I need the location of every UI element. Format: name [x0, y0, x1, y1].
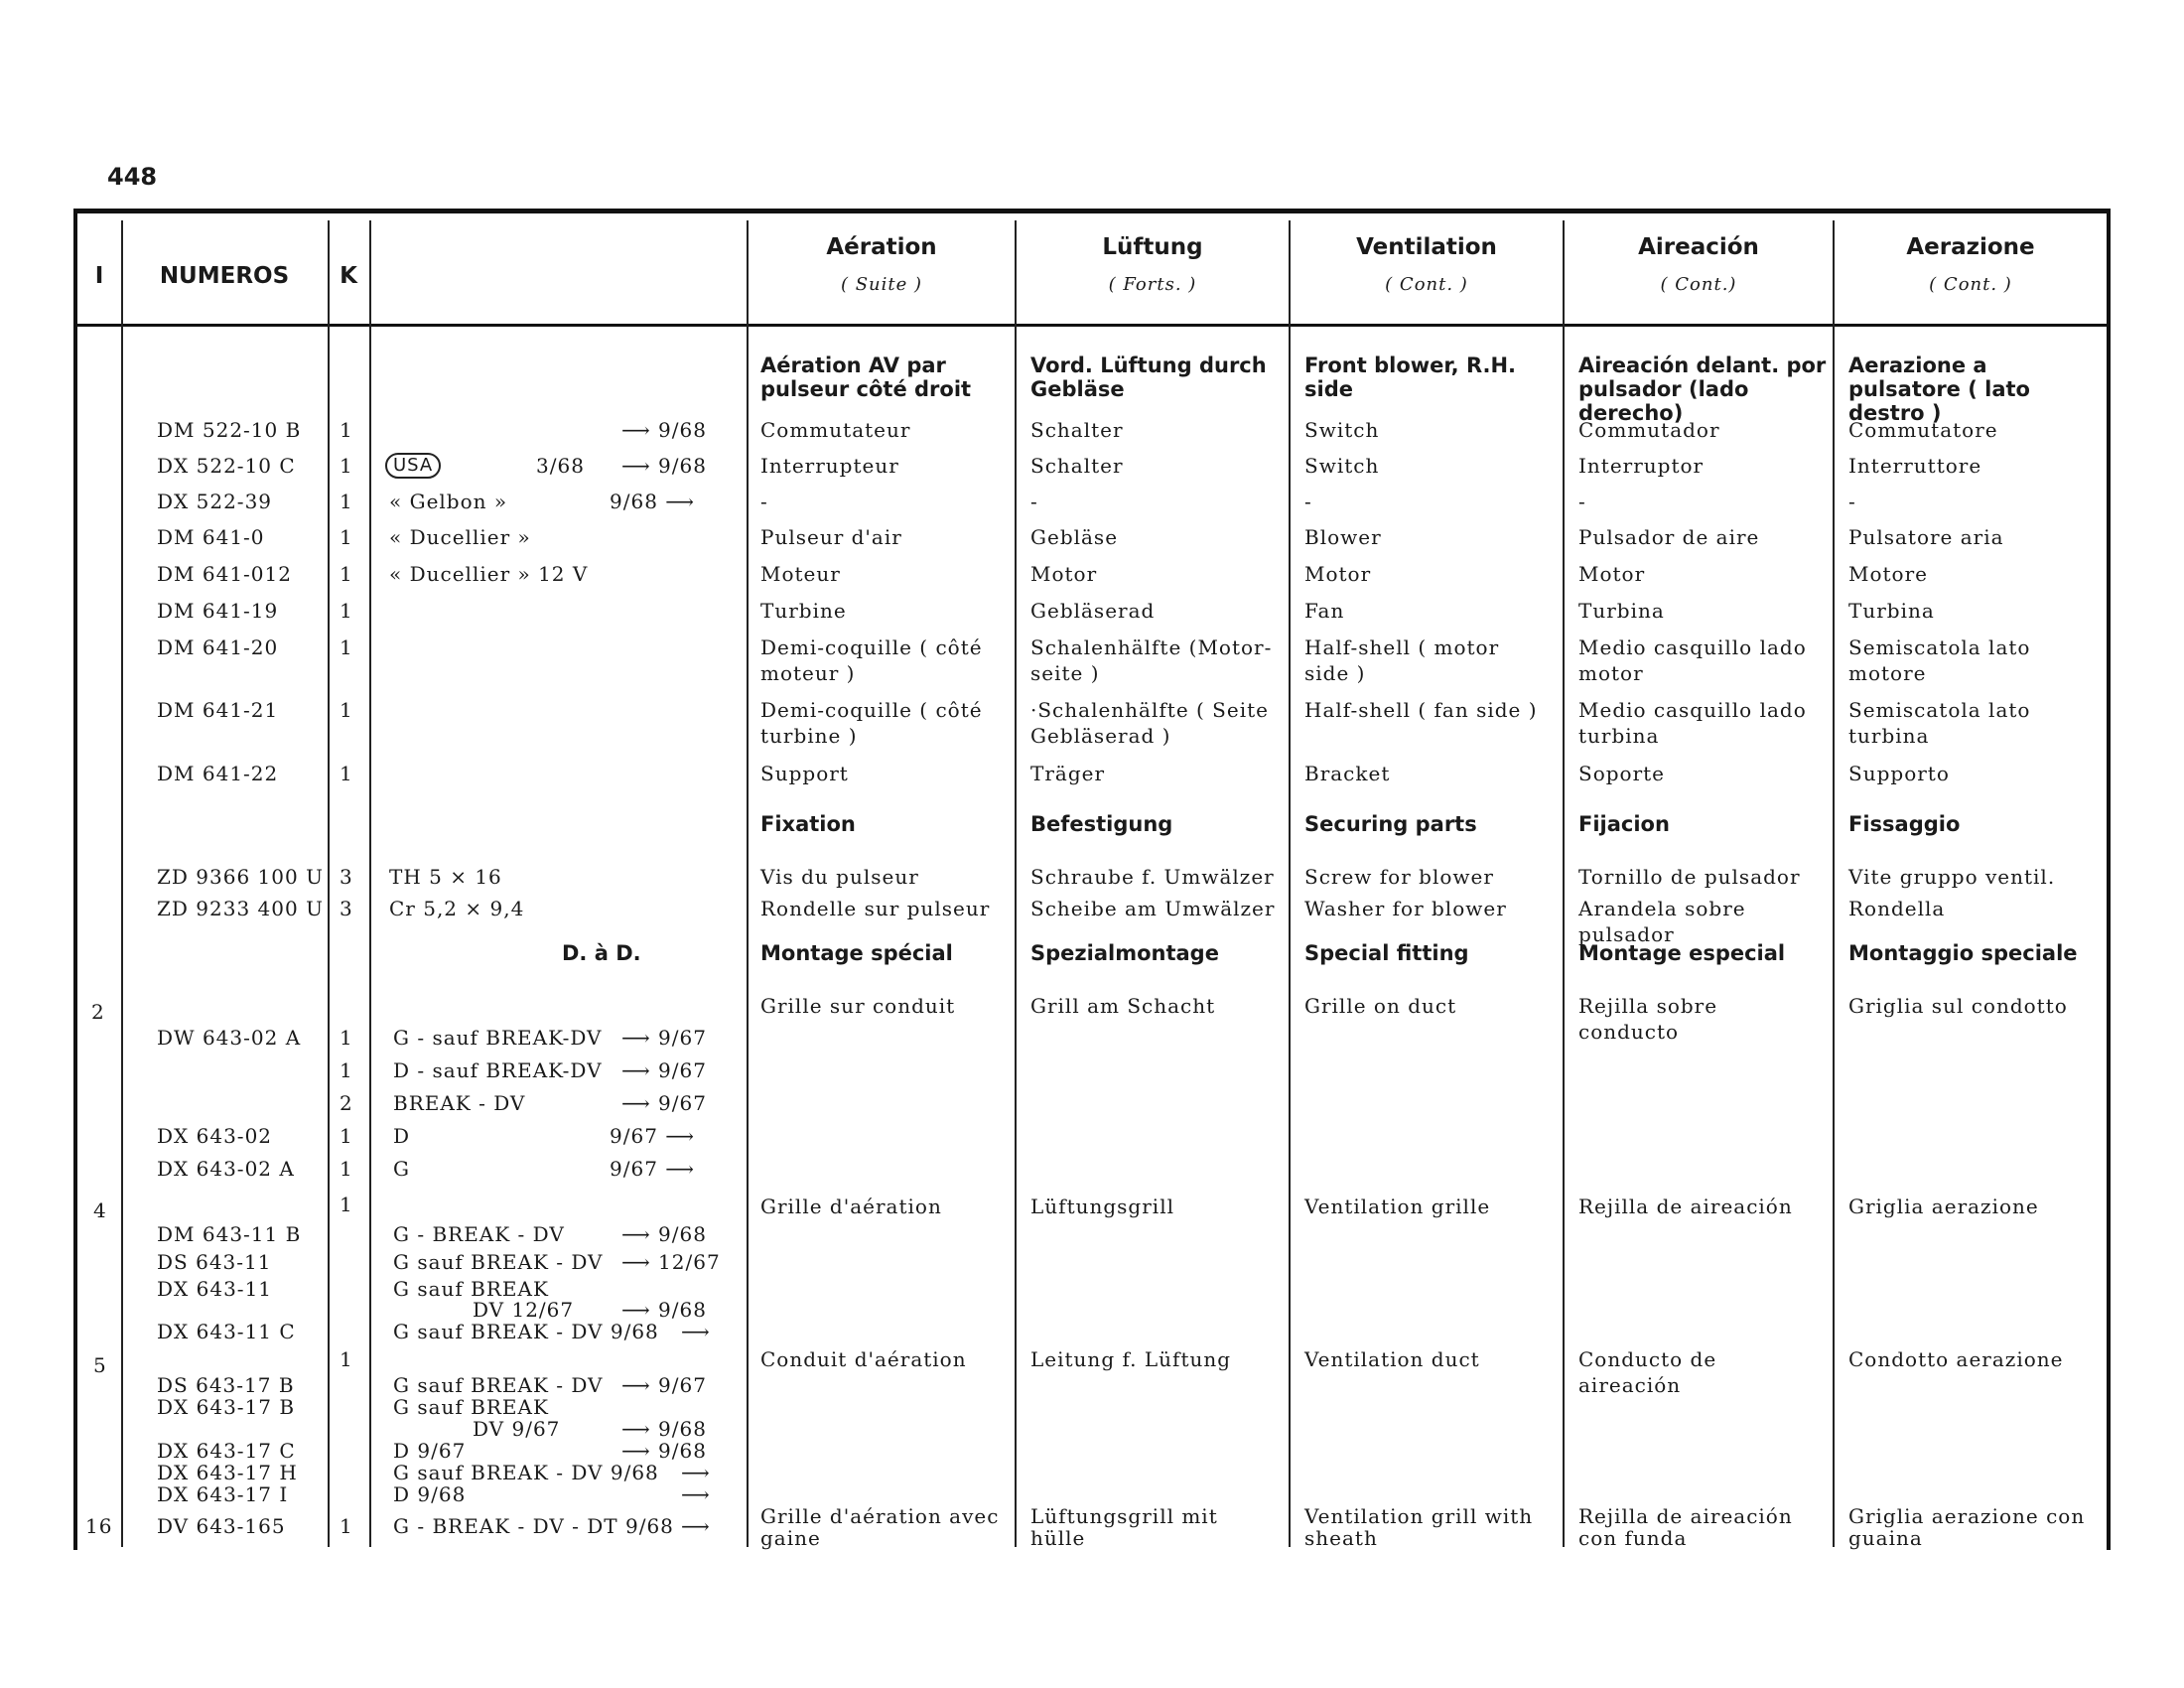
header-lang-sub: ( Cont. )	[1929, 274, 2012, 295]
part-number: DX 643-11	[157, 1277, 273, 1301]
quantity: 1	[340, 1514, 353, 1538]
translation: Ventilation grill with sheath	[1304, 1504, 1534, 1550]
part-number: ZD 9233 400 U	[157, 897, 324, 920]
part-number: DX 522-10 C	[157, 454, 296, 478]
date-range: 9/68 ⟶	[610, 490, 695, 513]
section-heading: Fixation	[760, 812, 856, 836]
part-number: DM 641-19	[157, 599, 279, 623]
header-lang-1	[1017, 234, 1289, 295]
section-heading: Special fitting	[1304, 941, 1469, 965]
translation: Turbina	[1578, 599, 1665, 623]
header-lang-title: Aération	[826, 234, 937, 260]
header-col-numeros: NUMEROS	[159, 263, 290, 289]
part-number: DM 641-20	[157, 635, 279, 659]
quantity: 1	[340, 762, 353, 785]
translation: Tornillo de pulsador	[1578, 865, 1801, 889]
translation: Soporte	[1578, 762, 1666, 785]
translation: Schalter	[1030, 454, 1124, 478]
quantity: 1	[340, 698, 353, 722]
translation: Motore	[1848, 562, 1928, 586]
translation: Rondelle sur pulseur	[760, 897, 991, 920]
date-range: 9/67 ⟶	[610, 1124, 695, 1148]
translation: Demi-coquille ( côté moteur )	[760, 635, 983, 685]
translation: Vis du pulseur	[760, 865, 919, 889]
quantity: 1	[340, 1157, 353, 1181]
quantity: 2	[340, 1091, 353, 1115]
translation: Conducto de aireación	[1578, 1347, 1717, 1397]
quantity: 1	[340, 1347, 353, 1371]
header-lang-sub: ( Suite )	[840, 274, 923, 295]
section-heading: Montage spécial	[760, 941, 953, 965]
translation: Switch	[1304, 418, 1380, 442]
translation: -	[1304, 490, 1312, 513]
translation: Pulseur d'air	[760, 525, 902, 549]
date-range: ⟶ 9/67	[621, 1373, 707, 1397]
note: G sauf BREAK - DV 9/68	[393, 1461, 659, 1484]
translation: Rejilla de aireación	[1578, 1195, 1793, 1218]
part-number: DS 643-17 B	[157, 1373, 295, 1397]
translation: Interrupteur	[760, 454, 899, 478]
note: DV 9/67	[473, 1417, 561, 1441]
quantity: 1	[340, 1026, 353, 1050]
translation: Griglia sul condotto	[1848, 994, 2068, 1018]
translation: Motor	[1304, 562, 1372, 586]
header-lang-sub: ( Cont.)	[1660, 274, 1737, 295]
quantity: 1	[340, 562, 353, 586]
translation: Grille d'aération	[760, 1195, 942, 1218]
date-range: ⟶ 9/67	[621, 1058, 707, 1082]
note: G - BREAK - DV - DT 9/68	[393, 1514, 674, 1538]
translation: Washer for blower	[1304, 897, 1507, 920]
translation: Supporto	[1848, 762, 1950, 785]
translation: Leitung f. Lüftung	[1030, 1347, 1232, 1371]
translation: Semiscatola lato turbina	[1848, 698, 2031, 748]
translation: Grille on duct	[1304, 994, 1457, 1018]
translation: -	[760, 490, 768, 513]
page-number: 448	[107, 163, 158, 191]
section-note: D. à D.	[562, 941, 641, 965]
index-number: 5	[93, 1353, 107, 1377]
translation: Schalenhälfte (Motor-seite )	[1030, 635, 1273, 685]
date-range: ⟶ 9/68	[621, 1222, 707, 1246]
translation: Semiscatola lato motore	[1848, 635, 2031, 685]
note: G - BREAK - DV	[393, 1222, 565, 1246]
section-heading: Aireación delant. por pulsador (lado derecho)	[1578, 353, 1827, 425]
note: 3/68	[536, 454, 585, 478]
translation: Interruttore	[1848, 454, 1982, 478]
part-number: DX 643-11 C	[157, 1320, 296, 1343]
header-lang-sub: ( Forts. )	[1108, 274, 1197, 295]
translation: Griglia aerazione con guaina	[1848, 1504, 2086, 1550]
translation: Support	[760, 762, 849, 785]
translation: Lüftungsgrill	[1030, 1195, 1174, 1218]
header-col-i: I	[94, 263, 104, 289]
date-range: ⟶ 9/68	[621, 1417, 707, 1441]
quantity: 1	[340, 1124, 353, 1148]
translation: Commutatore	[1848, 418, 1998, 442]
section-heading: Fijacion	[1578, 812, 1670, 836]
part-number: DM 641-012	[157, 562, 292, 586]
quantity: 1	[340, 418, 353, 442]
translation: Medio casquillo lado motor	[1578, 635, 1807, 685]
quantity: 1	[340, 454, 353, 478]
translation: Demi-coquille ( côté turbine )	[760, 698, 983, 748]
translation: Blower	[1304, 525, 1382, 549]
section-heading: Vord. Lüftung durch Gebläse	[1030, 353, 1267, 401]
part-number: ZD 9366 100 U	[157, 865, 324, 889]
header-lang-title: Aerazione	[1906, 234, 2035, 260]
note: G sauf BREAK - DV 9/68	[393, 1320, 659, 1343]
part-number: DX 522-39	[157, 490, 273, 513]
header-lang-title: Aireación	[1638, 234, 1759, 260]
date-range: ⟶ 9/67	[621, 1026, 707, 1050]
index-number: 16	[85, 1514, 113, 1538]
part-number: DM 643-11 B	[157, 1222, 302, 1246]
section-heading: Front blower, R.H. side	[1304, 353, 1517, 401]
translation: Half-shell ( fan side )	[1304, 698, 1538, 722]
section-heading: Montaggio speciale	[1848, 941, 2078, 965]
note: D - sauf BREAK-DV	[393, 1058, 603, 1082]
header-lang-3	[1565, 234, 1833, 295]
date-range: ⟶ 12/67	[621, 1250, 721, 1274]
translation: Half-shell ( motor side )	[1304, 635, 1500, 685]
quantity: 1	[340, 635, 353, 659]
note: DV 12/67	[473, 1298, 575, 1322]
date-range: ⟶	[681, 1482, 711, 1506]
translation: Condotto aerazione	[1848, 1347, 2064, 1371]
note: « Ducellier » 12 V	[389, 562, 589, 586]
translation: Turbine	[760, 599, 847, 623]
translation: Turbina	[1848, 599, 1935, 623]
part-number: DX 643-17 B	[157, 1395, 296, 1419]
part-number: DX 643-17 I	[157, 1482, 289, 1506]
translation: Commutateur	[760, 418, 911, 442]
translation: Bracket	[1304, 762, 1391, 785]
note: « Ducellier »	[389, 525, 531, 549]
header-lang-0	[749, 234, 1015, 295]
translation: Rondella	[1848, 897, 1946, 920]
note: G sauf BREAK	[393, 1277, 549, 1301]
date-range: ⟶ 9/68	[621, 454, 707, 478]
section-heading: Aération AV par pulseur côté droit	[760, 353, 972, 401]
header-lang-sub: ( Cont. )	[1385, 274, 1468, 295]
translation: Ventilation duct	[1304, 1347, 1480, 1371]
translation: Grill am Schacht	[1030, 994, 1216, 1018]
note: D 9/68	[393, 1482, 467, 1506]
note: G sauf BREAK - DV	[393, 1250, 604, 1274]
translation: Griglia aerazione	[1848, 1195, 2039, 1218]
translation: Vite gruppo ventil.	[1848, 865, 2056, 889]
usa-badge-label: USA	[385, 453, 441, 479]
quantity: 1	[340, 1193, 353, 1216]
section-heading: Montage especial	[1578, 941, 1786, 965]
usa-badge	[385, 451, 441, 479]
note: TH 5 × 16	[389, 865, 502, 889]
quantity: 1	[340, 525, 353, 549]
note: « Gelbon »	[389, 490, 508, 513]
translation: -	[1578, 490, 1586, 513]
quantity: 1	[340, 599, 353, 623]
translation: Fan	[1304, 599, 1345, 623]
note: D	[393, 1124, 411, 1148]
translation: Moteur	[760, 562, 841, 586]
date-range: ⟶ 9/68	[621, 418, 707, 442]
part-number: DM 641-0	[157, 525, 265, 549]
translation: Medio casquillo lado turbina	[1578, 698, 1807, 748]
translation: Interruptor	[1578, 454, 1705, 478]
section-heading: Befestigung	[1030, 812, 1173, 836]
header-rule	[77, 324, 2107, 327]
part-number: DX 643-17 C	[157, 1439, 296, 1463]
part-number: DM 522-10 B	[157, 418, 302, 442]
note: D 9/67	[393, 1439, 467, 1463]
translation: Pulsatore aria	[1848, 525, 2004, 549]
translation: Arandela sobre pulsador	[1578, 897, 1746, 946]
note: Cr 5,2 × 9,4	[389, 897, 525, 920]
header-lang-4	[1835, 234, 2107, 295]
note: G sauf BREAK	[393, 1395, 549, 1419]
translation: ·Schalenhälfte ( Seite Gebläserad )	[1030, 698, 1269, 748]
translation: Pulsador de aire	[1578, 525, 1760, 549]
part-number: DS 643-11	[157, 1250, 272, 1274]
index-number: 2	[91, 1000, 105, 1024]
translation: Schalter	[1030, 418, 1124, 442]
translation: Scheibe am Umwälzer	[1030, 897, 1276, 920]
part-number: DX 643-17 H	[157, 1461, 298, 1484]
index-number: 4	[93, 1198, 107, 1222]
header-lang-title: Ventilation	[1356, 234, 1497, 260]
translation: Träger	[1030, 762, 1106, 785]
note: BREAK - DV	[393, 1091, 526, 1115]
note: G	[393, 1157, 410, 1181]
translation: Switch	[1304, 454, 1380, 478]
part-number: DM 641-22	[157, 762, 279, 785]
translation: Ventilation grille	[1304, 1195, 1491, 1218]
note: G - sauf BREAK-DV	[393, 1026, 603, 1050]
translation: -	[1030, 490, 1038, 513]
translation: Gebläse	[1030, 525, 1119, 549]
note: G sauf BREAK - DV	[393, 1373, 604, 1397]
date-range: ⟶ 9/68	[621, 1439, 707, 1463]
part-number: DX 643-02 A	[157, 1157, 295, 1181]
translation: Motor	[1578, 562, 1646, 586]
quantity: 1	[340, 490, 353, 513]
section-heading: Spezialmontage	[1030, 941, 1219, 965]
quantity: 1	[340, 1058, 353, 1082]
part-number: DW 643-02 A	[157, 1026, 302, 1050]
translation: Motor	[1030, 562, 1098, 586]
translation: Lüftungsgrill mit hülle	[1030, 1504, 1218, 1550]
section-heading: Aerazione a pulsatore ( lato destro )	[1848, 353, 2030, 425]
part-number: DV 643-165	[157, 1514, 286, 1538]
translation: Grille d'aération avec gaine	[760, 1504, 1000, 1550]
translation: Schraube f. Umwälzer	[1030, 865, 1275, 889]
translation: -	[1848, 490, 1856, 513]
date-range: 9/67 ⟶	[610, 1157, 695, 1181]
part-number: DX 643-02	[157, 1124, 273, 1148]
header-lang-2	[1291, 234, 1563, 295]
date-range: ⟶ 9/67	[621, 1091, 707, 1115]
header-lang-title: Lüftung	[1102, 234, 1203, 260]
translation: Grille sur conduit	[760, 994, 956, 1018]
quantity: 3	[340, 897, 353, 920]
translation: Commutador	[1578, 418, 1720, 442]
date-range: ⟶	[681, 1320, 711, 1343]
quantity: 3	[340, 865, 353, 889]
date-range: ⟶ 9/68	[621, 1298, 707, 1322]
translation: Screw for blower	[1304, 865, 1494, 889]
date-range: ⟶	[681, 1514, 711, 1538]
translation: Gebläserad	[1030, 599, 1156, 623]
section-heading: Securing parts	[1304, 812, 1477, 836]
translation: Conduit d'aération	[760, 1347, 967, 1371]
translation: Rejilla sobre conducto	[1578, 994, 1718, 1044]
translation: Rejilla de aireación con funda	[1578, 1504, 1793, 1550]
section-heading: Fissaggio	[1848, 812, 1961, 836]
header-col-k: K	[340, 263, 357, 289]
part-number: DM 641-21	[157, 698, 279, 722]
date-range: ⟶	[681, 1461, 711, 1484]
